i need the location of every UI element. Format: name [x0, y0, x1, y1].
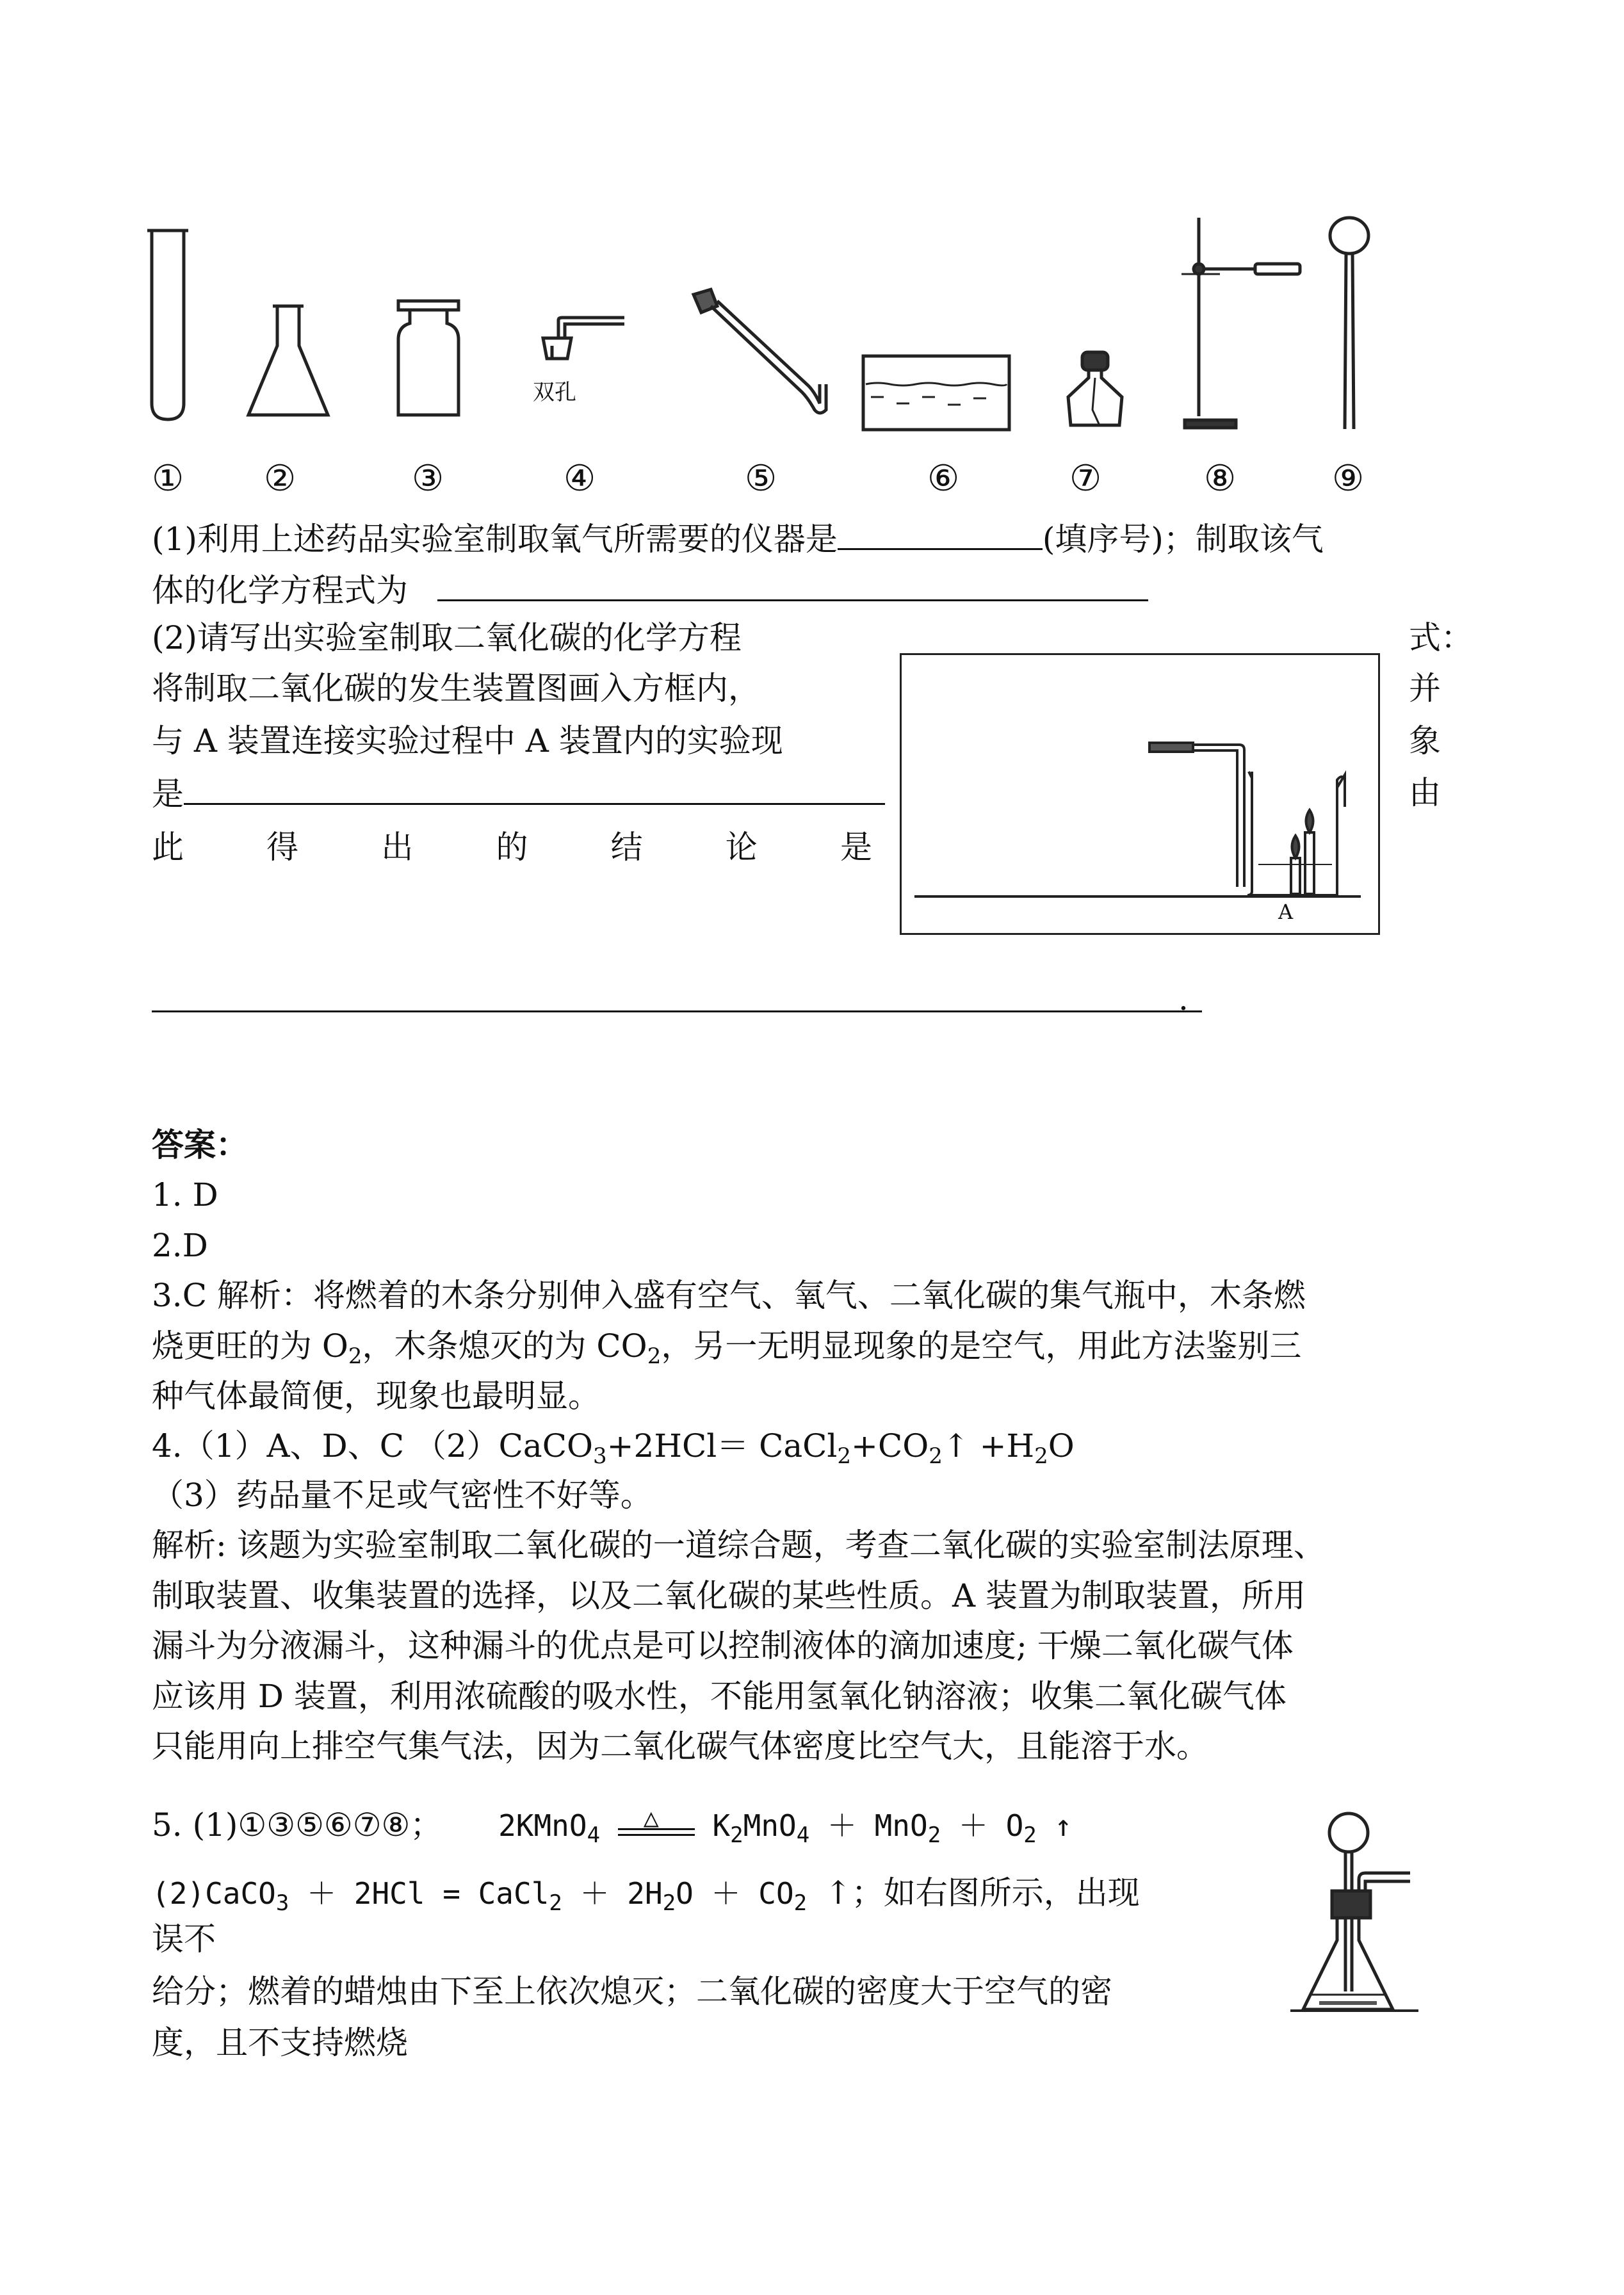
a5-1g: ↑: [1054, 1808, 1073, 1843]
a4-sub-4: 2: [1034, 1443, 1048, 1469]
a5-sub-3: 4: [796, 1822, 810, 1848]
apparatus-number-2: ②: [264, 458, 296, 499]
a4-1d: ↑ +H: [942, 1427, 1035, 1464]
q2-row-4-left: [152, 774, 885, 813]
q2-spread-4: 结: [610, 829, 643, 866]
q1-blank-equation[interactable]: [437, 570, 1148, 601]
apparatus-number-6: ⑥: [927, 458, 960, 499]
answer-2: 2.D: [152, 1227, 208, 1264]
q1-text-a: (1)利用上述药品实验室制取氧气所需要的仪器是: [152, 521, 838, 558]
answer-5-line-4: 给分；燃着的蜡烛由下至上依次熄灭；二氧化碳的密度大于空气的密: [152, 1973, 1112, 2010]
drawing-box[interactable]: [900, 653, 1380, 935]
a5-sub-6: 3: [275, 1890, 289, 1913]
q1-text-b: (填序号)；制取该气: [1042, 521, 1324, 558]
a5-sub-7: 2: [549, 1890, 562, 1913]
q2-blank-conclusion[interactable]: [152, 1010, 1202, 1012]
a5-1d: MnO: [743, 1808, 797, 1843]
q2-spread-line: [152, 822, 872, 868]
a5-1f: ＋ O: [958, 1808, 1024, 1843]
answer-5-line-5: 度，且不支持燃烧: [152, 2024, 408, 2061]
a5-2a: (2)CaCO: [152, 1876, 276, 1911]
q2-blank-phenomenon[interactable]: [184, 774, 885, 805]
q2-row-4-right: 由: [1409, 774, 1441, 811]
answer-4-analysis-1: 解析: 该题为实验室制取二氧化碳的一道综合题，考查二氧化碳的实验室制法原理、: [152, 1527, 1326, 1564]
a4-sub-3: 2: [929, 1443, 943, 1469]
double-hole-label: 双孔: [533, 380, 576, 405]
a4-sub-2: 2: [837, 1443, 852, 1469]
apparatus-number-3: ③: [412, 458, 444, 499]
a3-sub-1: 2: [348, 1343, 362, 1369]
q2-spread-5: 论: [725, 829, 758, 866]
a5-2e: ↑；如右图所示，出现: [824, 1874, 1140, 1911]
answer-3-line-3: 种气体最简便，现象也最明显。: [152, 1377, 600, 1415]
answer-4-line-2: （3）药品量不足或气密性不好等。: [152, 1477, 653, 1514]
a3-2b: ，木条熄灭的为 CO: [362, 1327, 647, 1365]
apparatus-number-9: ⑨: [1332, 458, 1365, 499]
q2-row-1-right: 式：: [1409, 619, 1473, 656]
a5-sub-4: 2: [927, 1822, 941, 1848]
a5-sub-2: 2: [730, 1822, 743, 1848]
a5-sub-8: 2: [662, 1890, 676, 1913]
a5-1a: 5. (1)①③⑤⑥⑦⑧；: [152, 1806, 443, 1844]
heat-symbol: △: [643, 1803, 659, 1833]
a5-1c: K: [712, 1808, 731, 1843]
a5-sub-5: 2: [1023, 1822, 1037, 1848]
answer-4-analysis-2: 制取装置、收集装置的选择，以及二氧化碳的某些性质。A 装置为制取装置，所用: [152, 1577, 1306, 1614]
q2-row-3-left: 与 A 装置连接实验过程中 A 装置内的实验现: [152, 722, 783, 759]
a5-2c: ＋ 2H: [580, 1876, 663, 1911]
q2-spread-0: 此: [152, 829, 184, 866]
a3-2a: 烧更旺的为 O: [152, 1327, 348, 1365]
q1-line-1: [152, 519, 1324, 558]
apparatus-number-7: ⑦: [1069, 458, 1102, 499]
a4-sub-1: 3: [593, 1443, 607, 1469]
answer-3-line-1: 3.C 解析：将燃着的木条分别伸入盛有空气、氧气、二氧化碳的集气瓶中，木条燃: [152, 1277, 1306, 1314]
apparatus-number-5: ⑤: [745, 458, 777, 499]
q2-row-3-right: 象: [1409, 722, 1441, 759]
answer-1: 1. D: [152, 1176, 218, 1213]
a5-sub-9: 2: [793, 1890, 808, 1913]
q2-spread-3: 的: [496, 829, 528, 866]
a5-sub-1: 4: [587, 1822, 601, 1848]
q1-blank-apparatus[interactable]: [838, 519, 1043, 550]
apparatus-number-4: ④: [564, 458, 596, 499]
answers-heading: 答案：: [152, 1126, 248, 1164]
a4-1c: +CO: [851, 1427, 929, 1464]
a5-2b: ＋ 2HCl = CaCl: [307, 1876, 549, 1911]
a3-sub-2: 2: [647, 1343, 662, 1369]
q2-row-2-left: 将制取二氧化碳的发生装置图画入方框内，: [152, 670, 760, 707]
a5-1b: 2KMnO: [498, 1808, 587, 1843]
q1-text-2: 体的化学方程式为: [152, 572, 408, 609]
a4-1b: +2HCl＝ CaCl: [606, 1427, 838, 1464]
q2-row-2-right: 并: [1409, 670, 1441, 707]
apparatus-number-1: ①: [152, 458, 184, 499]
q2-row-4-text: 是: [152, 775, 184, 813]
a4-1e: O: [1048, 1427, 1075, 1464]
box-label-a: A: [1278, 900, 1294, 924]
answer-5-line-2: [152, 1874, 1279, 1913]
q2-spread-6: 是: [840, 829, 872, 866]
q2-spread-2: 出: [381, 829, 414, 866]
answer-3-line-2: [152, 1327, 1302, 1369]
answer-4-analysis-5: 只能用向上排空气集气法，因为二氧化碳气体密度比空气大，且能溶于水。: [152, 1728, 1208, 1765]
a4-1a: 4.（1）A、D、C （2）CaCO: [152, 1427, 593, 1464]
answer-4-line-1: [152, 1427, 1075, 1469]
answer-4-analysis-4: 应该用 D 装置，利用浓硫酸的吸水性，不能用氢氧化钠溶液；收集二氧化碳气体: [152, 1678, 1287, 1715]
heat-arrow: [618, 1803, 695, 1836]
apparatus-number-8: ⑧: [1204, 458, 1237, 499]
q2-row-1-left: (2)请写出实验室制取二氧化碳的化学方程: [152, 619, 742, 656]
answer-5-line-3: 误不: [152, 1920, 216, 1958]
answer-5-line-1: [152, 1803, 1073, 1848]
q2-spread-1: 得: [266, 829, 299, 866]
answer-4-analysis-3: 漏斗为分液漏斗，这种漏斗的优点是可以控制液体的滴加速度; 干燥二氧化碳气体: [152, 1627, 1294, 1664]
a3-2c: ，另一无明显现象的是空气，用此方法鉴别三: [661, 1327, 1302, 1365]
q1-line-2: [152, 570, 1148, 610]
a5-2d: O ＋ CO: [676, 1876, 794, 1911]
a5-1e: ＋ MnO: [827, 1808, 928, 1843]
q2-end-period: .: [1178, 980, 1189, 1018]
